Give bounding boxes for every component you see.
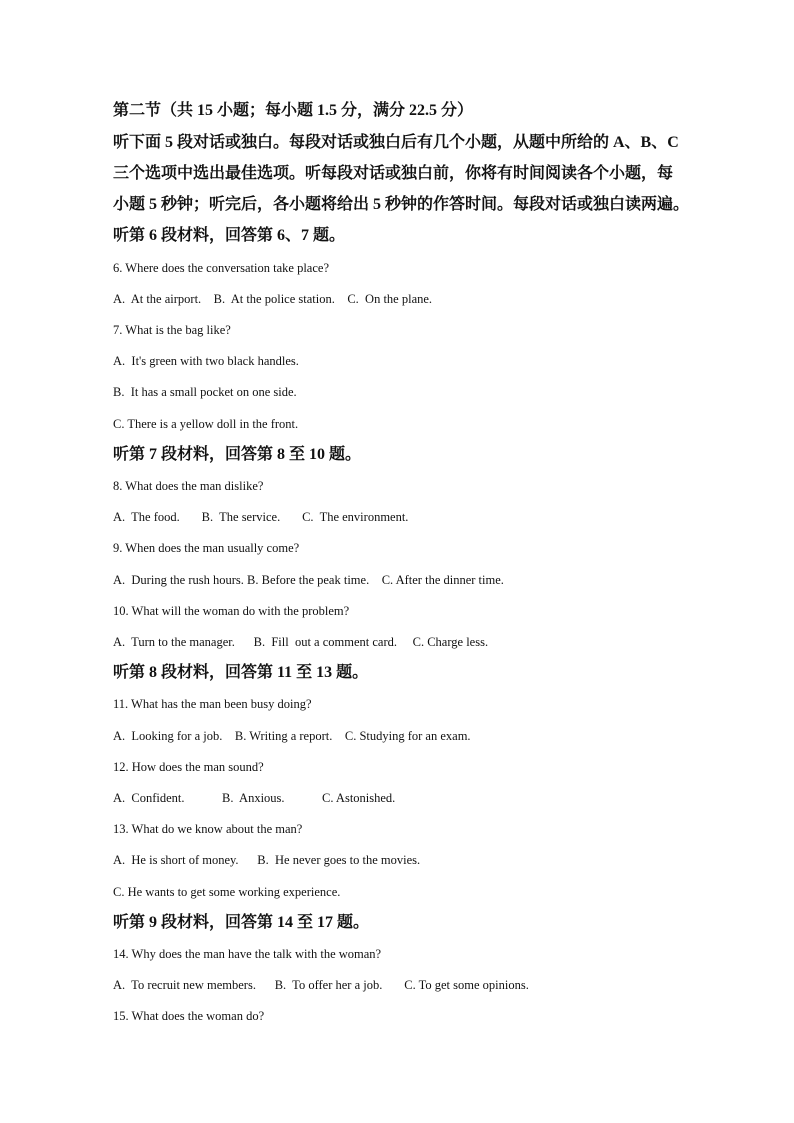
- option-13c: C. He wants to get some working experience.: [113, 885, 341, 899]
- options-14: A. To recruit new members. B. To offer her a job. C. To get some opinions.: [113, 978, 529, 992]
- question-13: 13. What do we know about the man?: [113, 822, 303, 836]
- question-10: 10. What will the woman do with the problem?: [113, 604, 350, 618]
- options-9: A. During the rush hours. B. Before the peak time. C. After the dinner time.: [113, 573, 504, 587]
- question-8: 8. What does the man dislike?: [113, 479, 264, 493]
- options-10: A. Turn to the manager. B. Fill out a comment card. C. Charge less.: [113, 635, 489, 649]
- instruction-line-3: 小题 5 秒钟；听完后，各小题将给出 5 秒钟的作答时间。每段对话或独白读两遍。: [113, 196, 690, 213]
- option-13ab: A. He is short of money. B. He never goes to the movies.: [113, 853, 421, 867]
- part-heading-9: 听第 9 段材料，回答第 14 至 17 题。: [113, 914, 370, 931]
- option-7a: A. It's green with two black handles.: [113, 354, 299, 368]
- part-heading-8: 听第 8 段材料，回答第 11 至 13 题。: [113, 664, 369, 681]
- option-7c: C. There is a yellow doll in the front.: [113, 417, 299, 431]
- option-7b: B. It has a small pocket on one side.: [113, 385, 297, 399]
- question-6: 6. Where does the conversation take place?: [113, 261, 329, 275]
- part-heading-7: 听第 7 段材料，回答第 8 至 10 题。: [113, 446, 362, 463]
- question-11: 11. What has the man been busy doing?: [113, 697, 312, 711]
- question-14: 14. Why does the man have the talk with the woman?: [113, 947, 382, 961]
- section-title: 第二节（共 15 小题；每小题 1.5 分，满分 22.5 分）: [113, 102, 474, 119]
- options-8: A. The food. B. The service. C. The environment.: [113, 510, 409, 524]
- options-11: A. Looking for a job. B. Writing a report. C. Studying for an exam.: [113, 729, 471, 743]
- options-6: A. At the airport. B. At the police station. C. On the plane.: [113, 292, 433, 306]
- question-7: 7. What is the bag like?: [113, 323, 231, 337]
- options-12: A. Confident. B. Anxious. C. Astonished.: [113, 791, 396, 805]
- question-15: 15. What does the woman do?: [113, 1009, 265, 1023]
- part-heading-6: 听第 6 段材料，回答第 6、7 题。: [113, 227, 346, 244]
- question-9: 9. When does the man usually come?: [113, 541, 300, 555]
- instruction-line-1: 听下面 5 段对话或独白。每段对话或独白后有几个小题，从题中所给的 A、B、C: [113, 134, 679, 151]
- instruction-line-2: 三个选项中选出最佳选项。听每段对话或独白前，你将有时间阅读各个小题，每: [113, 165, 674, 182]
- question-12: 12. How does the man sound?: [113, 760, 264, 774]
